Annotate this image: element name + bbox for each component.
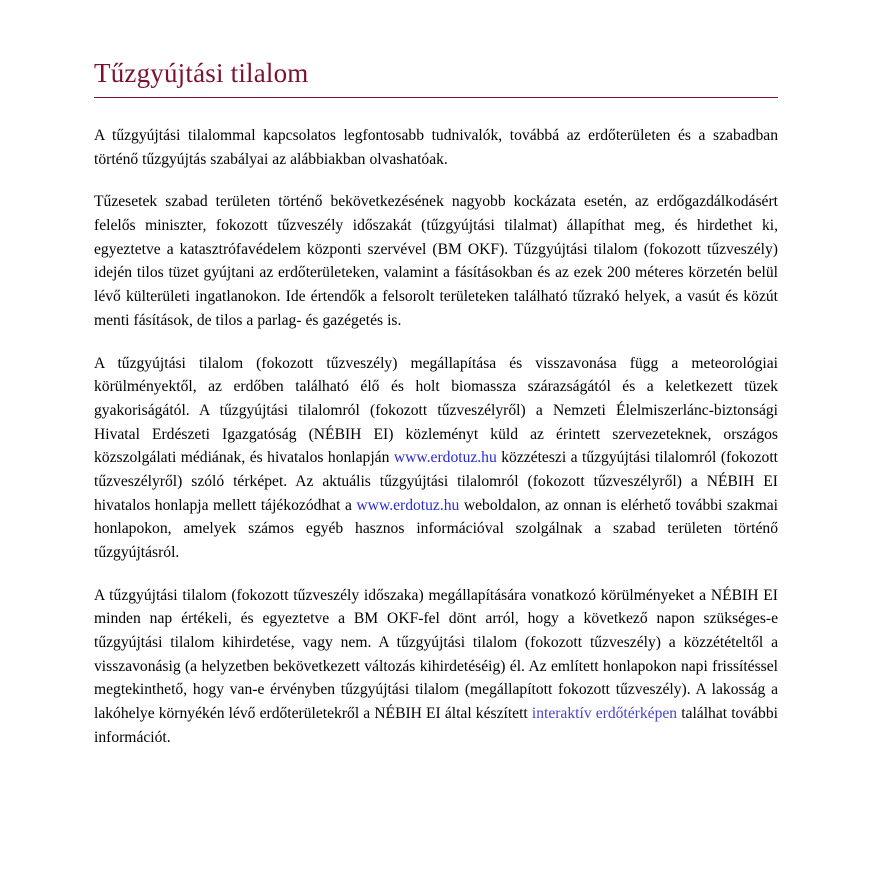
paragraph-announcement-part1: A tűzgyújtási tilalom (fokozott tűzveszély) megállapítása és visszavonása függ a meteorológiai körülményektől, az erdőben található élő és holt biomassza szárazságától és a keletkezett tüzek gyakoriságától. A tűzgyújtási tilalomról (fokozott tűzveszélyről) a Nemzeti Élelmiszerlánc-biztonsági Hivatal Erdészeti Igazgatóság (NÉBIH EI) közleményt küld az érintett szervezeteknek, országos közszolgálati médiának, és hivatalos honlapján: [94, 354, 778, 467]
paragraph-daily-evaluation-part1: A tűzgyújtási tilalom (fokozott tűzveszély időszaka) megállapítására vonatkozó körülményeket a NÉBIH EI minden nap értékeli, és egyeztetve a BM OKF-fel dönt arról, hogy a következő napon szükséges-e tűzgyújtási tilalom kihirdetése, vagy nem. A tűzgyújtási tilalom (fokozott tűzveszély) a közzétételtől a visszavonásig (a helyzetben bekövetkezett változás kihirdetéséig) él. Az említett honlapokon napi frissítéssel megtekinthető, hogy van-e érvényben tűzgyújtási tilalom (megállapított fokozott tűzveszély). A lakosság a lakóhelye környékén lévő erdőterületekről a NÉBIH EI által készített: [94, 586, 778, 723]
paragraph-announcement-part2: közzéteszi a tűzgyújtási tilalomról (fokozott tűzveszélyről) szóló térképet. Az aktuális tűzgyújtási tilalomról (fokozott tűzveszélyről) a NÉBIH EI hivatalos honlapja mellett tájékozódhat a: [94, 449, 779, 514]
paragraph-intro: A tűzgyújtási tilalommal kapcsolatos legfontosabb tudnivalók, továbbá az erdőterületen és a szabadban történő tűzgyújtás szabályai az alábbiakban olvashatóak.: [94, 127, 778, 168]
link-erdotuz-primary[interactable]: www.erdotuz.hu: [393, 449, 497, 467]
paragraph-daily-evaluation-part2: találhat további információt.: [94, 705, 778, 746]
paragraph-daily-evaluation: [94, 584, 778, 750]
paragraph-announcement: [94, 352, 778, 565]
link-interactive-forest-map[interactable]: interaktív erdőtérképen: [531, 705, 678, 723]
paragraph-rules: Tűzesetek szabad területen történő bekövetkezésének nagyobb kockázata esetén, az erdőgazdálkodásért felelős miniszter, fokozott tűzveszély időszakát (tűzgyújtási tilalmat) állapíthat meg, és hirdethet ki, egyeztetve a katasztrófavédelem központi szervével (BM OKF). Tűzgyújtási tilalom (fokozott tűzveszély) idején tilos tüzet gyújtani az erdőterületeken, valamint a fásításokban és az ezek 200 méteres körzetén belül lévő külterületi ingatlanokon. Ide értendők a felsorolt területeken található tűzrakó helyek, a vasút és közút menti fásítások, de tilos a parlag- és gazégetés is.: [94, 193, 778, 329]
link-erdotuz-secondary[interactable]: www.erdotuz.hu: [356, 496, 460, 514]
page-title: Tűzgyújtási tilalom: [94, 58, 309, 88]
paragraph-announcement-part3: weboldalon, az onnan is elérhető további szakmai honlapokon, amelyek számos egyéb hasznos információval szolgálnak a szabad területen történő tűzgyújtásról.: [94, 496, 778, 561]
title-divider: [94, 97, 778, 98]
